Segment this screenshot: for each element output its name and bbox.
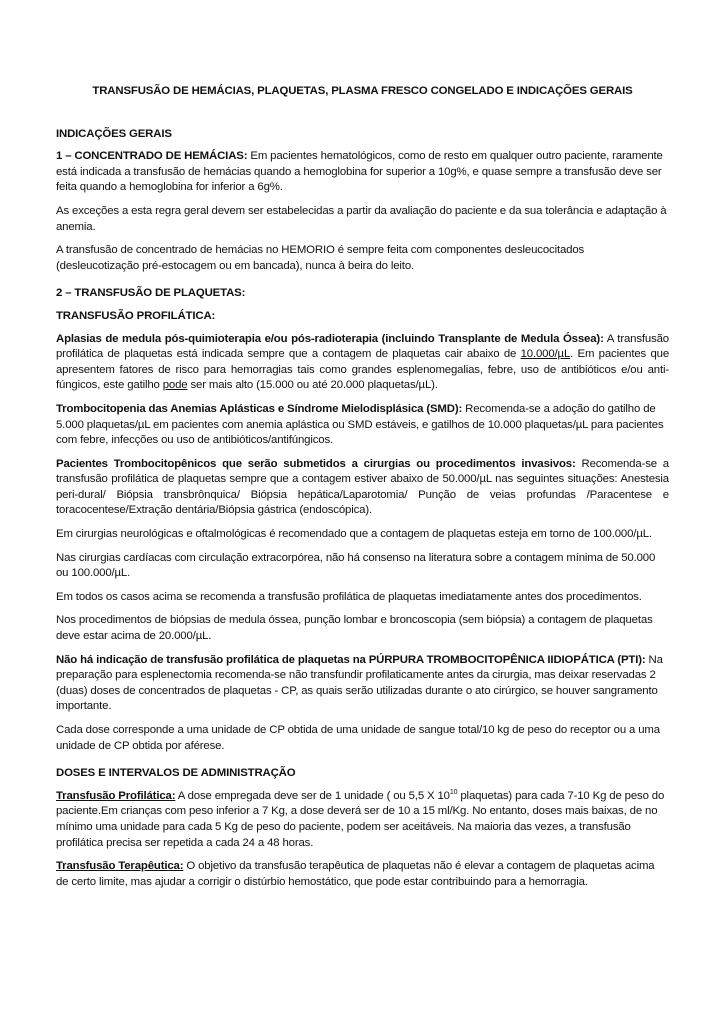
- paragraph-text: Recomenda-se a adoção do gatilho de 5.000 plaquetas/µL em pacientes com anemia aplástica ou SMD estáveis, e gatilhos de 10.000 plaquetas/µL para pacientes com febre, infecções ou uso de antibióticos/antifúngicos.: [56, 402, 664, 447]
- item-label-cirurgias: Pacientes Trombocitopênicos que serão submetidos a cirurgias ou procedimentos invasivos:: [56, 457, 576, 470]
- item-label-concentrado-hemacias: 1 – CONCENTRADO DE HEMÁCIAS:: [56, 150, 248, 163]
- paragraph-dose: Cada dose corresponde a uma unidade de CP obtida de uma unidade de sangue total/10 kg de peso do receptor ou a uma unidade de CP obtida por aférese.: [56, 724, 660, 752]
- paragraph-neurologicas: Em cirurgias neurológicas e oftalmológicas é recomendado que a contagem de plaquetas esteja em torno de 100.000/µL.: [56, 528, 652, 541]
- paragraph-text: Em pacientes hematológicos, como de resto em qualquer outro paciente, raramente está indicada a transfusão de hemácias quando a hemoglobina for superior a 10g%, e quase sempre a transfusão deve ser feita quando a hemoglobina for inferior a 6g%.: [56, 150, 663, 194]
- item-label-transfusao-terapeutica: Transfusão Terapêutica:: [56, 860, 184, 873]
- paragraph-todos-casos: Em todos os casos acima se recomenda a transfusão profilática de plaquetas imediatamente antes dos procedimentos.: [56, 590, 642, 603]
- subheading-transfusao-profilatica: TRANSFUSÃO PROFILÁTICA:: [56, 309, 216, 322]
- section-heading-doses: DOSES E INTERVALOS DE ADMINISTRAÇÃO: [56, 767, 296, 780]
- document-title: TRANSFUSÃO DE HEMÁCIAS, PLAQUETAS, PLASMA FRESCO CONGELADO E INDICAÇÕES GERAIS: [92, 85, 633, 97]
- paragraph-text: A transfusão profilática de plaquetas está indicada sempre que a contagem de plaquetas cair abaixo de: [56, 332, 669, 361]
- paragraph-hemorio: A transfusão de concentrado de hemácias no HEMORIO é sempre feita com componentes desleucocitados (desleucotização pré-estocagem ou em bancada), nunca à beira do leito.: [56, 244, 585, 272]
- threshold-value: 10.000/µL: [520, 348, 571, 361]
- paragraph-pti: [56, 653, 669, 715]
- superscript-exponent: 10: [449, 788, 458, 796]
- section-heading-plaquetas: 2 – TRANSFUSÃO DE PLAQUETAS:: [56, 287, 246, 300]
- paragraph-cirurgias: [56, 457, 669, 519]
- paragraph-transfusao-terapeutica: [56, 859, 669, 890]
- section-heading-indicacoes-gerais: INDICAÇÕES GERAIS: [56, 127, 172, 140]
- paragraph-smd: [56, 402, 669, 449]
- paragraph-text: . Em pacientes que apresentem fatores de risco para hemorragias tais como grandes esplenomegalias, febre, uso de antibióticos e/ou anti-fúngicos, este gatilho: [56, 348, 670, 392]
- paragraph-cardiacas: Nas cirurgias cardíacas com circulação extracorpórea, não há consenso na literatura sobre a contagem mínima de 50.000 ou 100.000/µL.: [56, 551, 656, 580]
- paragraph-transfusao-profilatica: [56, 789, 669, 851]
- paragraph-text: plaquetas) para cada 7-10 Kg de peso do paciente.Em crianças com peso inferior a 7 Kg, a dose deverá ser de 10 a 15 ml/Kg. No entanto, doses mais baixas, de no mínimo uma unidade para cada 5 Kg de peso do paciente, podem ser aceitáveis. Na maioria das vezes, a transfusão profilática precisa ser repetida a cada 24 a 48 horas.: [56, 789, 665, 849]
- item-label-pti: Não há indicação de transfusão profilática de plaquetas na PÚRPURA TROMBOCITOPÊNICA IIDIOPÁTICA (PTI):: [56, 653, 646, 666]
- item-label-smd: Trombocitopenia das Anemias Aplásticas e Síndrome Mielodisplásica (SMD):: [56, 402, 463, 415]
- paragraph-biopsias: Nos procedimentos de biópsias de medula óssea, punção lombar e broncoscopia (sem biópsia) a contagem de plaquetas deve estar acima de 20.000/µL.: [56, 614, 653, 643]
- paragraph-text: Recomenda-se a transfusão profilática de plaquetas sempre que a contagem estiver abaixo de 50.000/µL nas seguintes situações: Anestesia peri-dural/ Biópsia transbrônquica/ Biópsia hepática/Laparotomia/ Punção de veias profundas /Paracentese e toracocentese/Extração dentária/Biópsia gástrica (endoscópica).: [56, 457, 669, 517]
- paragraph-text: O objetivo da transfusão terapêutica de plaquetas não é elevar a contagem de plaquetas acima de certo limite, mas ajudar a corrigir o distúrbio hemostático, que pode estar contribuindo para a hemorragia.: [56, 860, 655, 888]
- paragraph-excecoes: As exceções a esta regra geral devem ser estabelecidas a partir da avaliação do paciente e da sua tolerância e adaptação à anemia.: [56, 204, 667, 233]
- underlined-word: pode: [162, 379, 188, 392]
- paragraph-aplasias: [56, 332, 669, 394]
- item-label-transfusao-profilatica: Transfusão Profilática:: [56, 789, 176, 802]
- paragraph-concentrado-hemacias: [56, 149, 669, 196]
- paragraph-text: ser mais alto (15.000 ou até 20.000 plaquetas/µL).: [187, 379, 438, 392]
- item-label-aplasias: Aplasias de medula pós-quimioterapia e/ou pós-radioterapia (incluindo Transplante de Medula Óssea):: [56, 332, 604, 345]
- paragraph-text: A dose empregada deve ser de 1 unidade ( ou 5,5 X 10: [175, 789, 450, 802]
- paragraph-text: Na preparação para esplenectomia recomenda-se não transfundir profilaticamente antes da cirurgia, mas deixar reservadas 2 (duas) doses de concentrados de plaquetas - CP, as quais serão utilizadas durante o ato cirúrgico, se houver sangramento importante.: [56, 653, 663, 713]
